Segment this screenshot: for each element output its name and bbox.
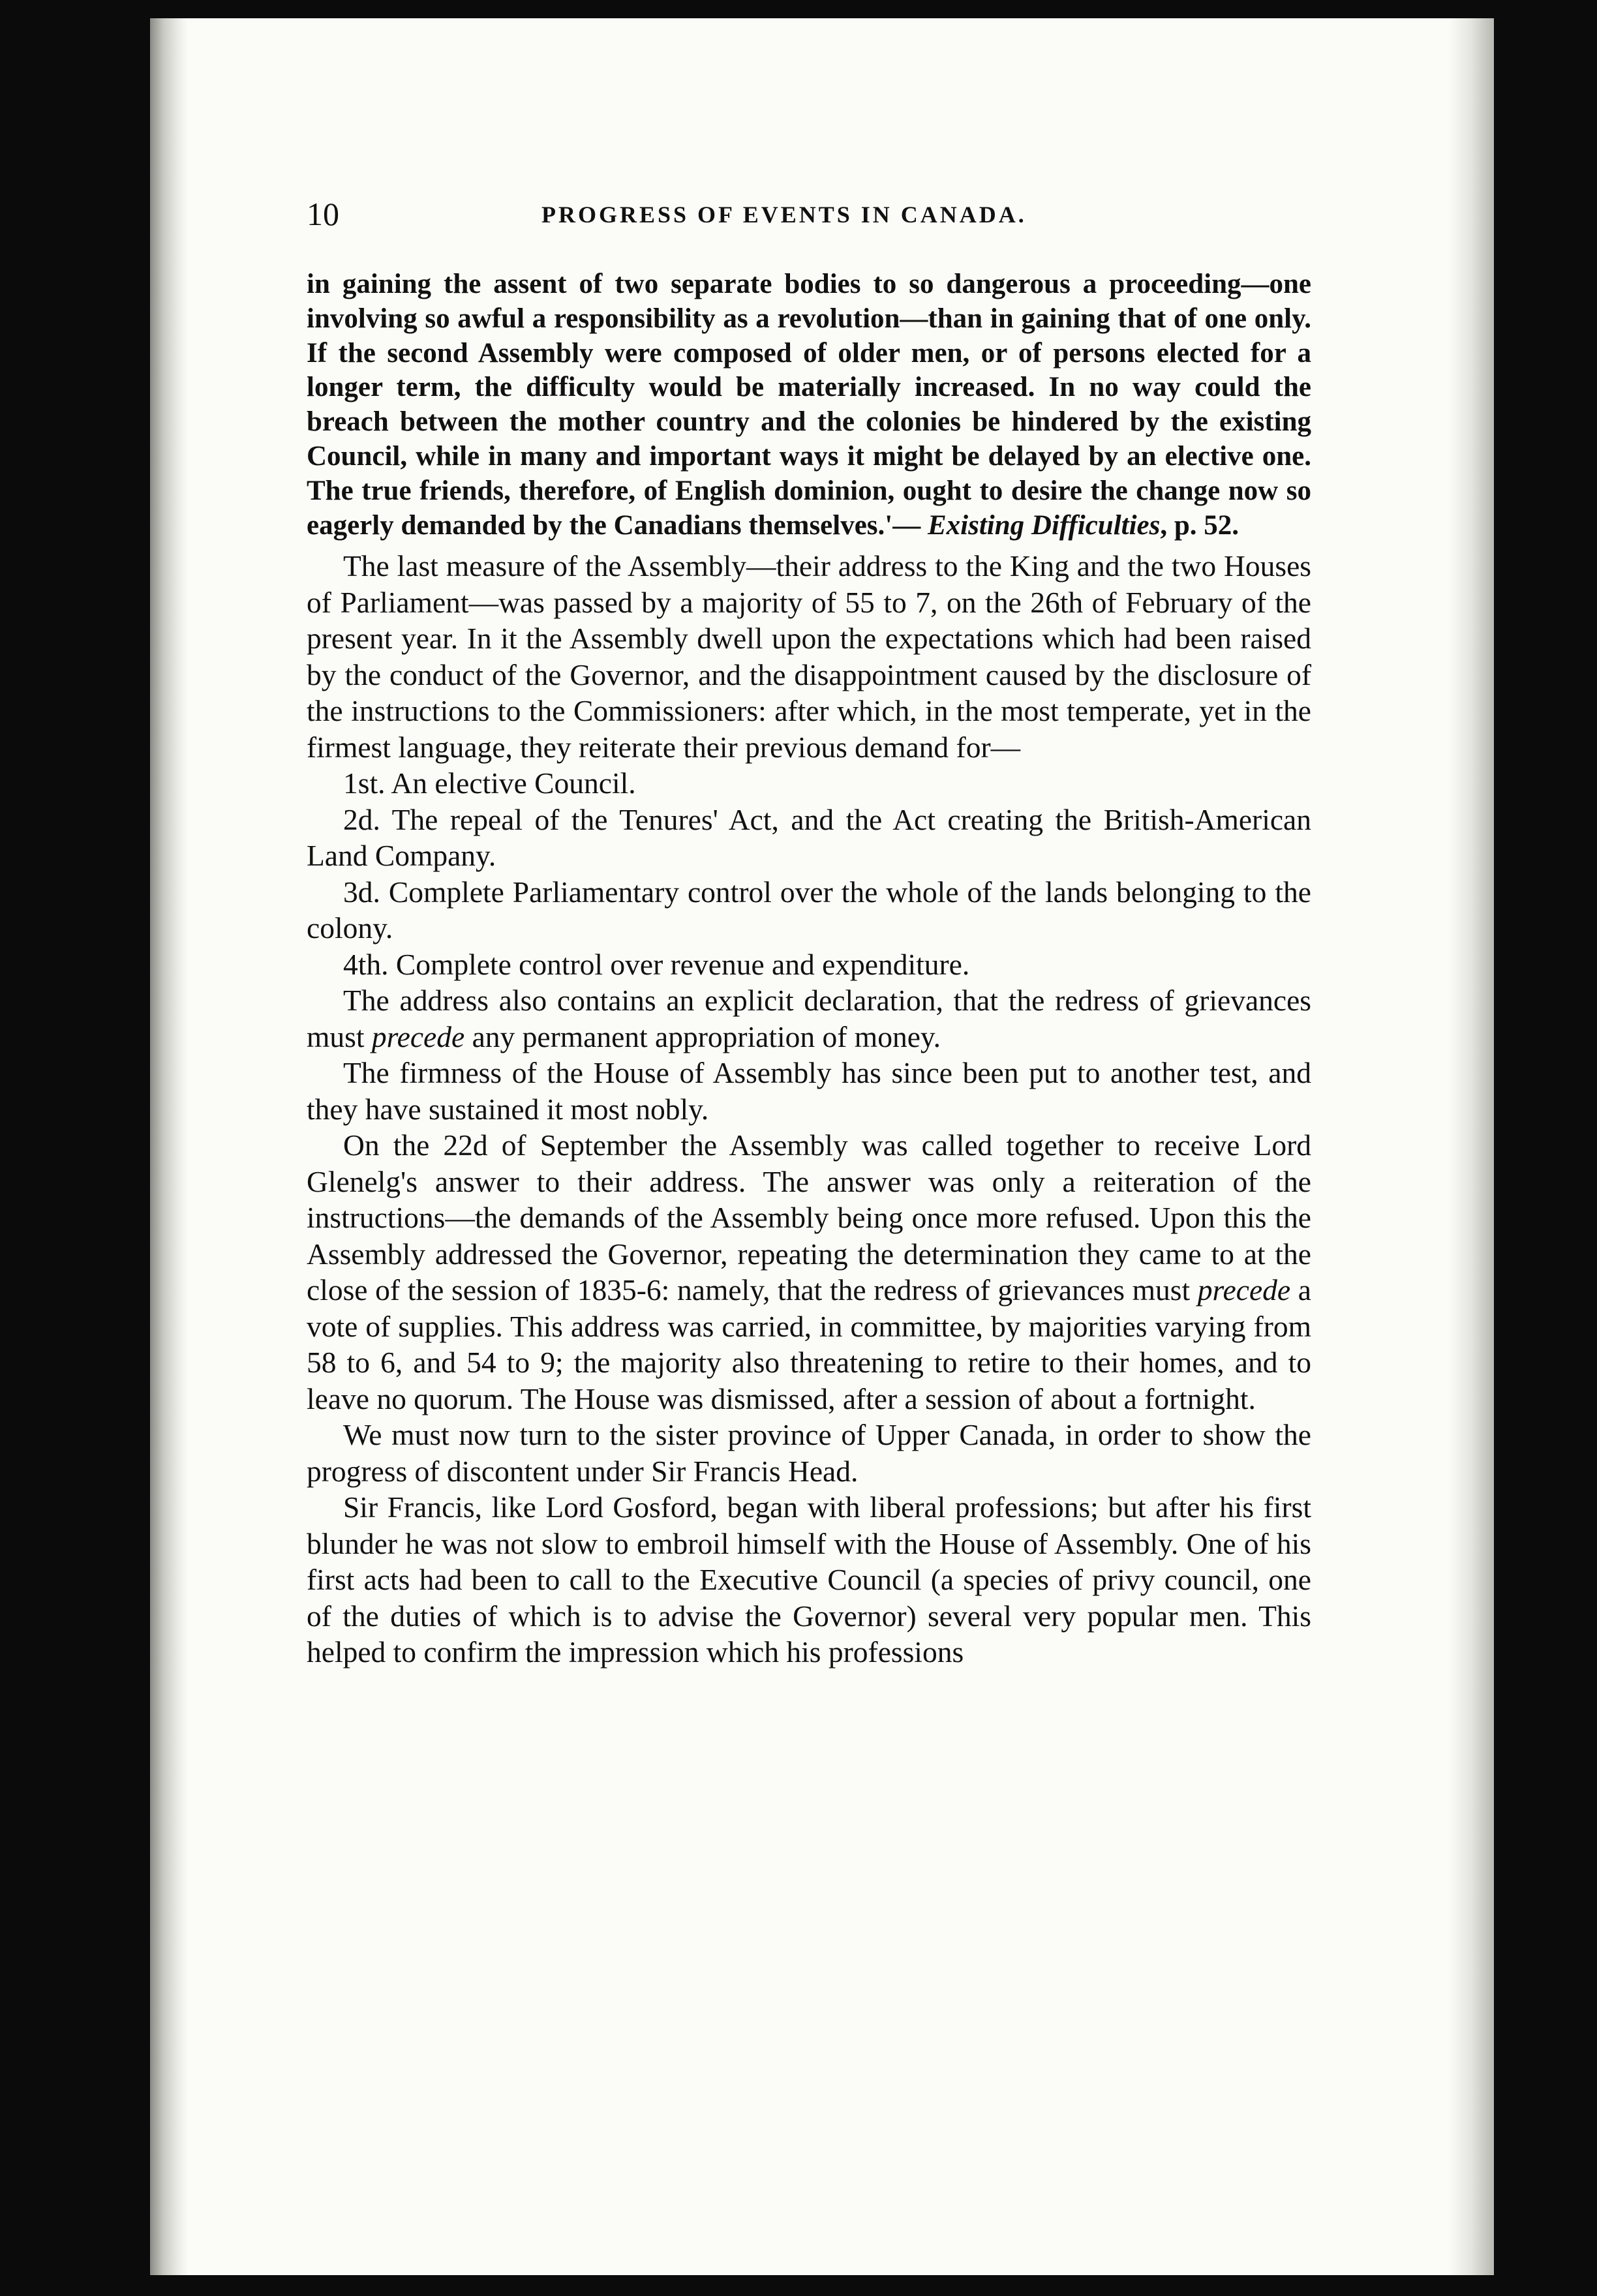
paragraph-sir-francis: Sir Francis, like Lord Gosford, began with liberal professions; but after his first blunder he was not slow to embroil himself with the House of Assembly. One of his first acts had been to call to the Executive Council (a species of privy council, one of the duties of which is to advise the Governor) several very popular men. This helped to confirm the impression which his professions — [307, 1490, 1311, 1669]
text-run: The address also contains an explicit declaration, that the redress of grievances must — [307, 984, 1311, 1053]
running-title: PROGRESS OF EVENTS IN CANADA. — [541, 202, 1027, 228]
list-item-1: 1st. An elective Council. — [343, 766, 636, 800]
paragraph-last-measure: The last measure of the Assembly—their address to the King and the two Houses of Parliament—was passed by a majority of 55 to 7, on the 26th of February of the present year. In it the Assembly dwell upon the expectations which had been raised by the conduct of the Governor, and the disappointment caused by the disclosure of the instructions to the Commissioners: after which, in the most temperate, yet in the firmest language, they reiterate their previous demand for— — [307, 549, 1311, 764]
quote-text: in gaining the assent of two separate bodies to so dangerous a proceeding—one involving so awful a responsibility as a revolution—than in gaining that of one only. If the second Assembly were composed of older men, or of persons elected for a longer term, the difficulty would be materially increased. In no way could the breach between the mother country and the colonies be hindered by the existing Council, while in many and important ways it might be delayed by an elective one. The true friends, therefore, of English dominion, ought to desire the change now so eagerly demanded by the Canadians themselves.'— — [307, 269, 1311, 541]
list-item-3: 3d. Complete Parliamentary control over the whole of the lands belonging to the colony. — [307, 875, 1311, 945]
page-number: 10 — [307, 196, 339, 232]
text-run: a vote of supplies. This address was carried, in committee, by majorities varying from 58 to 6, and 54 to 9; the majority also threatening to retire to their homes, and to leave no quorum. The House was dismissed, after a session of about a fortnight. — [307, 1273, 1311, 1415]
emphasis-precede: precede — [371, 1020, 465, 1053]
quote-source-title: Existing Difficulties — [927, 509, 1161, 541]
text-run: On the 22d of September the Assembly was called together to receive Lord Glenelg's answer to their address. The answer was only a reiteration of the instructions—the demands of the Assembly being once more refused. Upon this the Assembly addressed the Governor, repeating the determination they came to at the close of the session of 1835-6: namely, that the redress of grievances must — [307, 1128, 1311, 1307]
quote-source-page: , p. 52. — [1160, 509, 1240, 541]
quoted-passage — [307, 267, 1311, 543]
page-fore-edge-left — [150, 18, 188, 2275]
paragraph-address-declaration — [307, 982, 1311, 1055]
paragraph-firmness: The firmness of the House of Assembly has since been put to another test, and they have sustained it most nobly. — [307, 1056, 1311, 1126]
emphasis-precede: precede — [1197, 1273, 1291, 1307]
list-item-4: 4th. Complete control over revenue and expenditure. — [343, 947, 970, 981]
list-item-2: 2d. The repeal of the Tenures' Act, and the Act creating the British-American Land Company. — [307, 802, 1311, 873]
paragraph-september — [307, 1127, 1311, 1417]
page-fore-edge-right — [1448, 18, 1494, 2275]
text-run: any permanent appropriation of money. — [464, 1020, 941, 1053]
page-body — [307, 267, 1311, 1670]
paragraph-upper-canada: We must now turn to the sister province of Upper Canada, in order to show the progress of discontent under Sir Francis Head. — [307, 1418, 1311, 1488]
page-header — [307, 194, 1311, 234]
